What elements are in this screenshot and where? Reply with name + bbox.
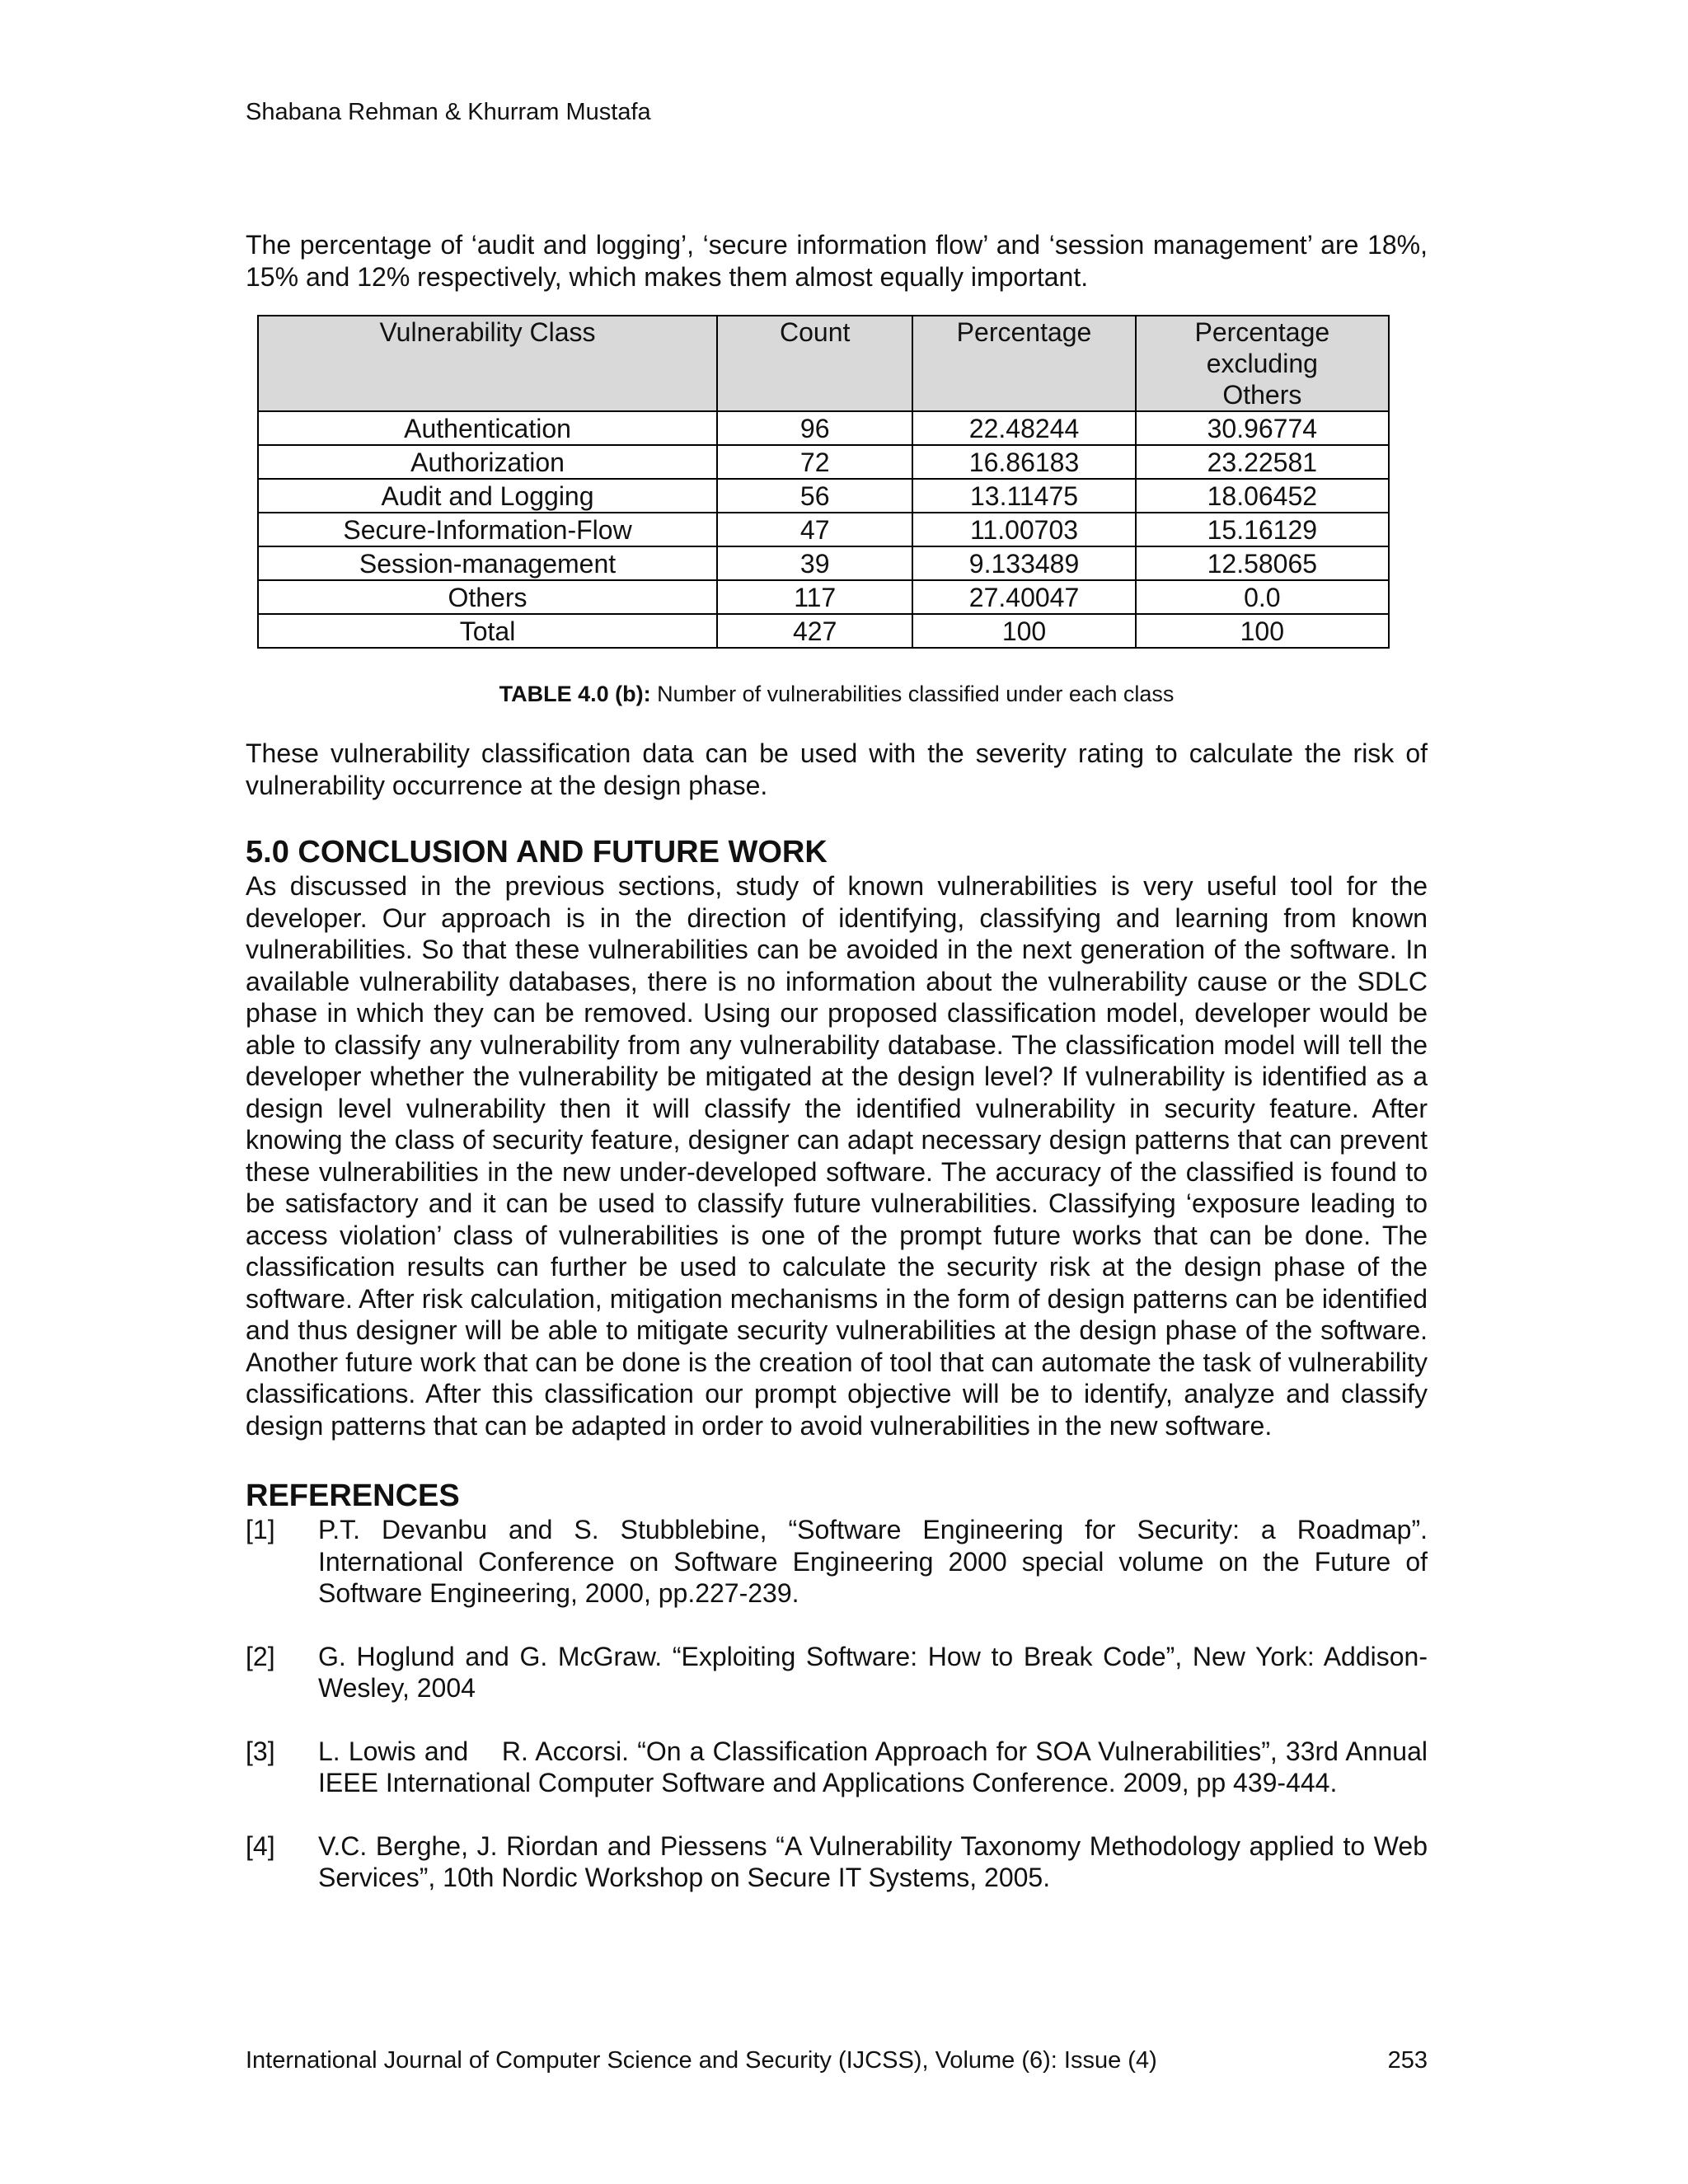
table-row xyxy=(258,513,1389,546)
column-header-count: Count xyxy=(717,316,912,411)
reference-text: L. Lowis and R. Accorsi. “On a Classification Approach for SOA Vulnerabilities”, 33rd Annual IEEE International Computer Software and Applications Conference. 2009, pp 439-444. xyxy=(318,1736,1435,1797)
cell-count: 96 xyxy=(717,411,912,445)
cell-percentage-excluding: 12.58065 xyxy=(1136,546,1389,580)
reference-number: [3] xyxy=(246,1736,275,1766)
cell-class: Total xyxy=(258,614,717,648)
cell-class: Secure-Information-Flow xyxy=(258,513,717,546)
cell-count: 56 xyxy=(717,479,912,513)
vulnerability-table xyxy=(257,315,1390,649)
table-row xyxy=(258,546,1389,580)
cell-class: Session-management xyxy=(258,546,717,580)
reference-number: [1] xyxy=(246,1515,275,1544)
cell-class: Audit and Logging xyxy=(258,479,717,513)
table-caption-text: Number of vulnerabilities classified under each class xyxy=(650,682,1175,706)
reference-text: P.T. Devanbu and S. Stubblebine, “Software Engineering for Security: a Roadmap”. International Conference on Software Engineering 2000 special volume on the Future of Software Engineering, 2000, pp.227-239. xyxy=(318,1515,1428,1608)
cell-class: Authorization xyxy=(258,445,717,479)
cell-percentage: 22.48244 xyxy=(912,411,1135,445)
cell-percentage: 9.133489 xyxy=(912,546,1135,580)
table-row xyxy=(258,445,1389,479)
cell-percentage: 13.11475 xyxy=(912,479,1135,513)
table-caption xyxy=(246,680,1428,708)
cell-percentage: 16.86183 xyxy=(912,445,1135,479)
intro-paragraph: The percentage of ‘audit and logging’, ‘secure information flow’ and ‘session management’ are 18%, 15% and 12% respectively, which makes them almost equally important. xyxy=(246,230,1428,292)
reference-item xyxy=(246,1736,1435,1799)
column-header-class: Vulnerability Class xyxy=(258,316,717,411)
cell-count: 39 xyxy=(717,546,912,580)
footer-page-number: 253 xyxy=(1387,2047,1428,2074)
cell-percentage-excluding: 15.16129 xyxy=(1136,513,1389,546)
running-head-authors: Shabana Rehman & Khurram Mustafa xyxy=(246,99,651,125)
section-heading: 5.0 CONCLUSION AND FUTURE WORK xyxy=(246,835,828,869)
cell-percentage: 11.00703 xyxy=(912,513,1135,546)
references-heading: REFERENCES xyxy=(246,1479,460,1513)
table-row xyxy=(258,479,1389,513)
after-table-paragraph: These vulnerability classification data can be used with the severity rating to calculate the risk of vulnerability occurrence at the design phase. xyxy=(246,738,1428,800)
cell-count: 72 xyxy=(717,445,912,479)
footer-journal: International Journal of Computer Science and Security (IJCSS), Volume (6): Issue (4) xyxy=(246,2047,1157,2074)
column-header-percentage-excluding-others-text: Percentage excluding Others xyxy=(1194,317,1330,410)
column-header-percentage-excluding-others xyxy=(1136,316,1389,411)
cell-percentage-excluding: 100 xyxy=(1136,614,1389,648)
table-row xyxy=(258,580,1389,614)
cell-class: Others xyxy=(258,580,717,614)
cell-percentage: 27.40047 xyxy=(912,580,1135,614)
cell-percentage-excluding: 0.0 xyxy=(1136,580,1389,614)
cell-percentage-excluding: 18.06452 xyxy=(1136,479,1389,513)
cell-count: 117 xyxy=(717,580,912,614)
cell-count: 47 xyxy=(717,513,912,546)
column-header-percentage: Percentage xyxy=(912,316,1135,411)
table-caption-label: TABLE 4.0 (b): xyxy=(499,682,651,706)
table-row-total xyxy=(258,614,1389,648)
reference-item xyxy=(246,1514,1428,1610)
reference-text: V.C. Berghe, J. Riordan and Piessens “A Vulnerability Taxonomy Methodology applied to Web Services”, 10th Nordic Workshop on Secure IT Systems, 2005. xyxy=(318,1830,1428,1892)
reference-item xyxy=(246,1830,1428,1894)
cell-percentage-excluding: 30.96774 xyxy=(1136,411,1389,445)
reference-number: [4] xyxy=(246,1830,275,1861)
cell-class: Authentication xyxy=(258,411,717,445)
reference-number: [2] xyxy=(246,1641,275,1671)
reference-text: G. Hoglund and G. McGraw. “Exploiting Software: How to Break Code”, New York: Addison-Wesley, 2004 xyxy=(318,1641,1428,1703)
reference-item xyxy=(246,1641,1428,1704)
cell-count: 427 xyxy=(717,614,912,648)
cell-percentage-excluding: 23.22581 xyxy=(1136,445,1389,479)
page-content xyxy=(246,229,1435,1894)
page-footer xyxy=(246,2046,1428,2075)
table-row xyxy=(258,411,1389,445)
cell-percentage: 100 xyxy=(912,614,1135,648)
table-header-row xyxy=(258,316,1389,411)
conclusion-paragraph: As discussed in the previous sections, study of known vulnerabilities is very useful tool for the developer. Our approach is in the direction of identifying, classifying and learning from known vulnerabilities. So that these vulnerabilities can be avoided in the next generation of the software. In available vulnerability databases, there is no information about the vulnerability cause or the SDLC phase in which they can be removed. Using our proposed classification model, developer would be able to classify any vulnerability from any vulnerability database. The classification model will tell the developer whether the vulnerability be mitigated at the design level? If vulnerability is identified as a design level vulnerability then it will classify the identified vulnerability in security feature. After knowing the class of security feature, designer can adapt necessary design patterns that can prevent these vulnerabilities in the new under-developed software. The accuracy of the classified is found to be satisfactory and it can be used to classify future vulnerabilities. Classifying ‘exposure leading to access violation’ class of vulnerabilities is one of the prompt future works that can be done. The classification results can further be used to calculate the security risk at the design phase of the software. After risk calculation, mitigation mechanisms in the form of design patterns can be identified and thus designer will be able to mitigate security vulnerabilities at the design phase of the software. Another future work that can be done is the creation of tool that can automate the task of vulnerability classifications. After this classification our prompt objective will be to identify, analyze and classify design patterns that can be adapted in order to avoid vulnerabilities in the new software. xyxy=(246,871,1428,1441)
